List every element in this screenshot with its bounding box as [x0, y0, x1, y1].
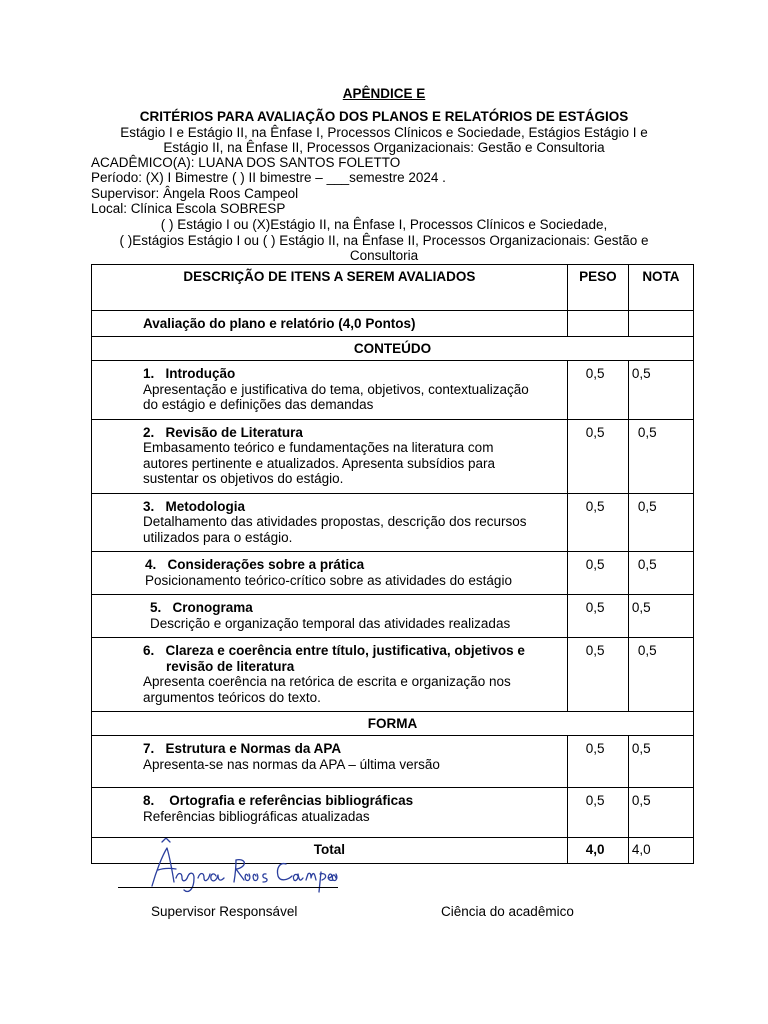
total-grade: 4,0 — [628, 838, 693, 864]
plan-weight-cell — [567, 311, 628, 337]
item-title: Cronograma — [172, 600, 253, 615]
item-weight: 0,5 — [567, 595, 628, 638]
item-weight: 0,5 — [567, 361, 628, 420]
document-subtitle-line-1: Estágio I e Estágio II, na Ênfase I, Processos Clínicos e Sociedade, Estágios Estágio I e — [120, 125, 648, 140]
plan-grade-cell — [628, 311, 693, 337]
plan-section-row — [92, 311, 694, 337]
item-desc-line: do estágio e definições das demandas — [143, 397, 374, 412]
item-description — [92, 419, 568, 493]
table-header-row — [92, 265, 694, 311]
item-desc-line: Apresentação e justificativa do tema, objetivos, contextualização — [143, 381, 529, 397]
period-field: Período: (X) I Bimestre ( ) II bimestre – ___semestre 2024 . — [91, 170, 446, 185]
item-weight: 0,5 — [567, 788, 628, 838]
item-weight: 0,5 — [567, 419, 628, 493]
item-number: 4. — [145, 557, 157, 572]
item-number: 6. — [143, 643, 155, 658]
item-description — [92, 552, 568, 595]
item-number: 2. — [143, 424, 155, 440]
internship-option-1: ( ) Estágio I ou (X)Estágio II, na Ênfase I, Processos Clínicos e Sociedade, — [160, 217, 608, 232]
item-title-continued: revisão de literatura — [166, 658, 295, 674]
table-row — [92, 788, 694, 838]
table-row — [92, 419, 694, 493]
item-desc-line: autores pertinente e atualizados. Apresenta subsídios para — [143, 455, 495, 471]
internship-option-3: Consultoria — [349, 248, 419, 263]
weight-header: PESO — [567, 265, 628, 311]
supervisor-field: Supervisor: Ângela Roos Campeol — [91, 186, 299, 201]
item-grade: 0,5 — [628, 419, 693, 493]
document-subtitle-line-2: Estágio II, na Ênfase II, Processos Organizacionais: Gestão e Consultoria — [163, 140, 605, 155]
item-desc-line: Apresenta coerência na retórica de escrita e organização nos — [143, 674, 511, 689]
content-section-row — [92, 337, 694, 361]
total-weight: 4,0 — [567, 838, 628, 864]
item-number: 8. — [143, 793, 155, 808]
item-grade: 0,5 — [628, 595, 693, 638]
item-grade: 0,5 — [628, 736, 693, 788]
item-desc-line: Apresenta-se nas normas da APA – última versão — [143, 756, 440, 772]
location-field: Local: Clínica Escola SOBRESP — [91, 201, 286, 216]
item-title: Clareza e coerência entre título, justificativa, objetivos e — [165, 643, 525, 658]
student-name: ACADÊMICO(A): LUANA DOS SANTOS FOLETTO — [91, 155, 401, 170]
total-label: Total — [92, 838, 568, 864]
item-desc-line: Descrição e organização temporal das atividades realizadas — [150, 615, 511, 631]
document-title: CRITÉRIOS PARA AVALIAÇÃO DOS PLANOS E RELATÓRIOS DE ESTÁGIOS — [139, 109, 629, 124]
evaluation-table — [91, 264, 694, 864]
item-description — [92, 736, 568, 788]
supervisor-label: Supervisor Responsável — [151, 904, 298, 919]
item-title: Introdução — [165, 366, 236, 381]
item-description — [92, 638, 568, 712]
item-title: Metodologia — [165, 498, 246, 514]
item-desc-line: Referências bibliográficas atualizadas — [143, 808, 370, 824]
item-grade: 0,5 — [628, 638, 693, 712]
item-grade: 0,5 — [628, 361, 693, 420]
item-number: 5. — [150, 600, 162, 615]
item-number: 7. — [143, 741, 155, 756]
item-title: Revisão de Literatura — [165, 424, 303, 440]
grade-header: NOTA — [628, 265, 693, 311]
item-weight: 0,5 — [567, 638, 628, 712]
student-acknowledgement-label: Ciência do acadêmico — [441, 904, 574, 919]
item-grade: 0,5 — [628, 788, 693, 838]
item-title: Estrutura e Normas da APA — [165, 741, 342, 756]
item-number: 1. — [143, 366, 155, 381]
appendix-title: APÊNDICE E — [342, 86, 426, 101]
item-title: Considerações sobre a prática — [167, 557, 365, 572]
item-desc-line: Posicionamento teórico-crítico sobre as atividades do estágio — [145, 572, 512, 588]
item-description — [92, 361, 568, 420]
item-desc-line: Detalhamento das atividades propostas, descrição dos recursos — [143, 514, 527, 529]
table-row — [92, 736, 694, 788]
table-row — [92, 493, 694, 552]
item-weight: 0,5 — [567, 552, 628, 595]
description-header: DESCRIÇÃO DE ITENS A SEREM AVALIADOS — [92, 265, 568, 311]
item-title: Ortografia e referências bibliográficas — [169, 793, 414, 808]
content-section-label: CONTEÚDO — [92, 337, 694, 361]
table-row — [92, 638, 694, 712]
table-row — [92, 552, 694, 595]
item-desc-line: Embasamento teórico e fundamentações na literatura com — [143, 440, 494, 455]
item-weight: 0,5 — [567, 493, 628, 552]
form-section-label: FORMA — [92, 712, 694, 736]
item-number: 3. — [143, 498, 155, 514]
form-section-row — [92, 712, 694, 736]
item-desc-line: argumentos teóricos do texto. — [143, 689, 321, 705]
item-desc-line: utilizados para o estágio. — [143, 529, 293, 545]
table-row — [92, 595, 694, 638]
table-row — [92, 361, 694, 420]
item-grade: 0,5 — [628, 552, 693, 595]
item-description — [92, 493, 568, 552]
plan-section-label: Avaliação do plano e relatório (4,0 Pontos) — [92, 311, 568, 337]
item-description — [92, 788, 568, 838]
signature-line — [118, 887, 338, 888]
item-weight: 0,5 — [567, 736, 628, 788]
item-description — [92, 595, 568, 638]
internship-option-2: ( )Estágios Estágio I ou ( ) Estágio II, na Ênfase II, Processos Organizacionais: Gestão e — [119, 233, 649, 248]
item-grade: 0,5 — [628, 493, 693, 552]
item-desc-line: sustentar os objetivos do estágio. — [143, 471, 344, 486]
